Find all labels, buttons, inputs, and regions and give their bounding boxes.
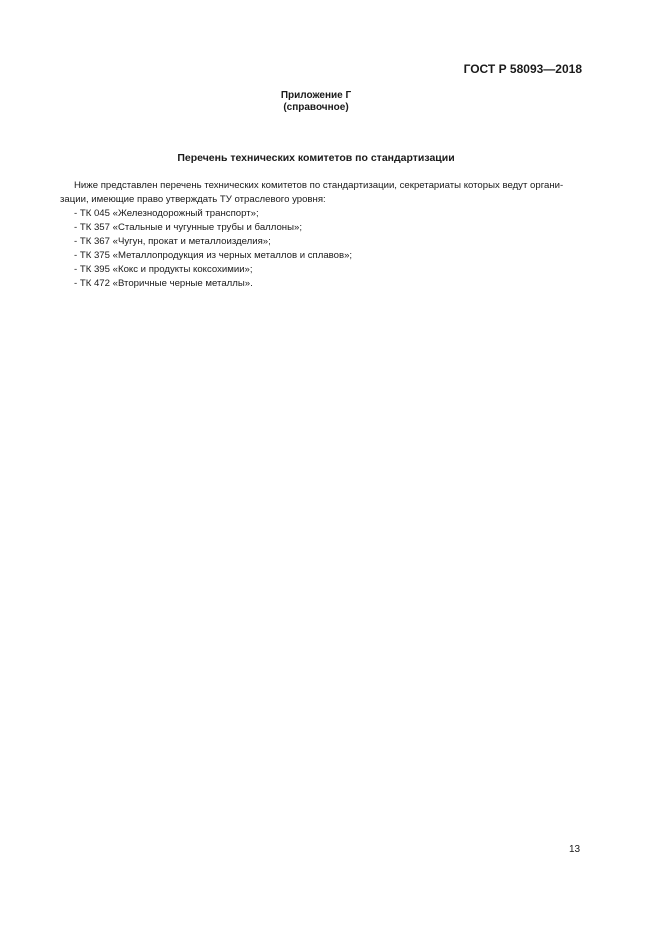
intro-line: зации, имеющие право утверждать ТУ отраслевого уровня: — [60, 194, 326, 205]
page-number: 13 — [569, 844, 581, 855]
committee-list — [74, 207, 352, 291]
list-item: - ТК 395 «Кокс и продукты коксохимии»; — [74, 264, 253, 275]
section-title: Перечень технических комитетов по стандартизации — [177, 152, 455, 164]
list-item: - ТК 367 «Чугун, прокат и металлоизделия»; — [74, 236, 271, 247]
intro-paragraph — [60, 179, 585, 207]
list-item: - ТК 357 «Стальные и чугунные трубы и баллоны»; — [74, 222, 302, 233]
intro-line: Ниже представлен перечень технических комитетов по стандартизации, секретариаты которых ведут органи- — [74, 180, 564, 191]
list-item: - ТК 375 «Металлопродукция из черных металлов и сплавов»; — [74, 250, 353, 261]
list-item: - ТК 472 «Вторичные черные металлы». — [74, 278, 253, 289]
appendix-type: (справочное) — [283, 102, 349, 113]
list-item: - ТК 045 «Железнодорожный транспорт»; — [74, 208, 259, 219]
document-code: ГОСТ Р 58093—2018 — [463, 62, 582, 76]
appendix-label: Приложение Г — [280, 90, 352, 101]
